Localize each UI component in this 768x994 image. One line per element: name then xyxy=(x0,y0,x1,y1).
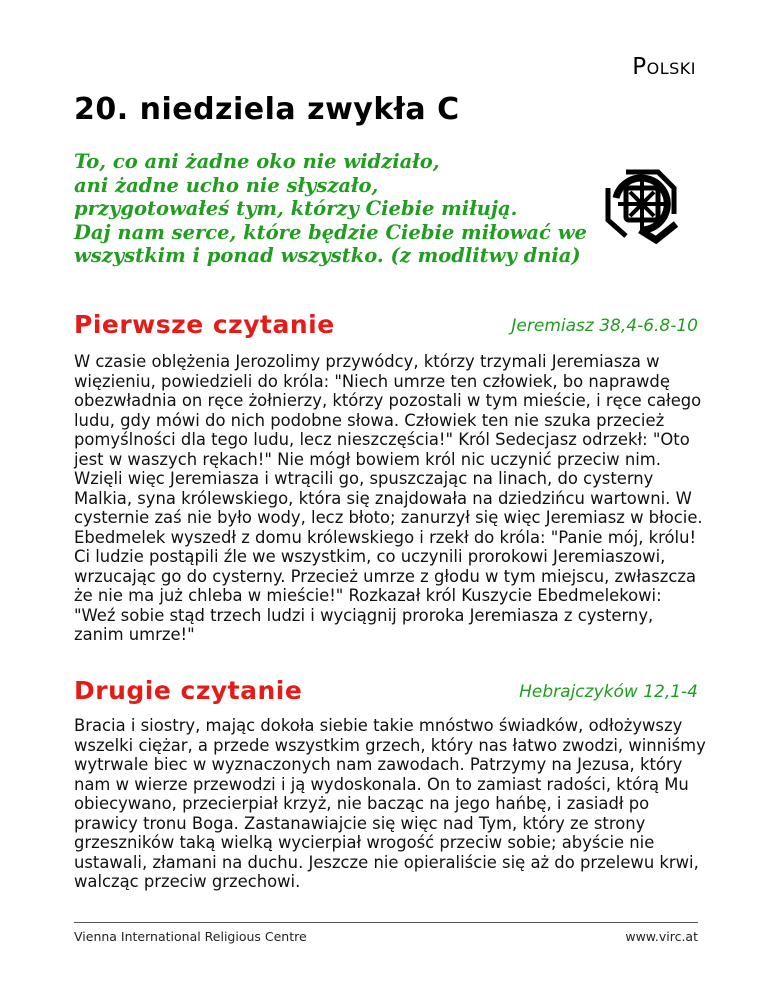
language-label: Polski xyxy=(632,54,696,80)
reading1-reference: Jeremiasz 38,4-6.8-10 xyxy=(511,316,698,336)
reading2-heading: Drugie czytanie xyxy=(74,676,303,705)
prayer-line: przygotowałeś tym, którzy Ciebie miłują. xyxy=(74,197,518,220)
footer-website-link[interactable]: www.virc.at xyxy=(625,929,698,944)
prayer-line: Daj nam serce, które będzie Ciebie miłować we xyxy=(74,220,587,244)
reading1-text: W czasie oblężenia Jerozolimy przywódcy, którzy trzymali Jeremiasza w więzieniu, powiedzieli do króla: "Niech umrze ten człowiek, bo naprawdę obezwładnia on ręce żołnierzy, którzy pozostali w tym mieście, i ręce całego ludu, gdy mówi do nich podobne słowa. Człowiek ten nie szuka przecież pomyślności dla tego ludu, lecz nieszczęścia!" Król Sedecjasz odrzekł: "Oto jest w waszych rękach!" Nie mógł bowiem król nic uczynić przeciw nim. Wzięli więc Jeremiasza i wtrącili go, spuszczając na linach, do cysterny Malkia, syna królewskiego, która się znajdowała na dziedzińcu wartowni. W cysternie zaś nie było wody, lecz błoto; zanurzył się więc Jeremiasz w błocie. Ebedmelek wyszedł z domu królewskiego i rzekł do króla: "Panie mój, królu! Ci ludzie postąpili źle we wszystkim, co uczynili prorokowi Jeremiaszowi, wrzucając go do cysterny. Przecież umrze z głodu w tym miejscu, zwłaszcza że nie ma już chleba w mieście!" Rozkazał król Kuszycie Ebedmelekowi: "Weź sobie stąd trzech ludzi i wyciągnij proroka Jeremiasza z cysterny, zanim umrze!" xyxy=(74,352,703,644)
reading1-heading: Pierwsze czytanie xyxy=(74,310,335,339)
prayer-line: To, co ani żadne oko nie widziało, xyxy=(74,150,440,173)
prayer-line: wszystkim i ponad wszystko. (z modlitwy dnia) xyxy=(74,244,581,267)
virc-emblem-icon xyxy=(596,158,688,250)
prayer-line: ani żadne ucho nie słyszało, xyxy=(74,173,379,197)
page-title: 20. niedziela zwykła C xyxy=(74,92,460,127)
reading2-reference: Hebrajczyków 12,1-4 xyxy=(519,682,698,702)
footer-divider xyxy=(74,922,698,923)
reading2-text: Bracia i siostry, mając dokoła siebie takie mnóstwo świadków, odłożywszy wszelki ciężar, a przede wszystkim grzech, który nas łatwo zwodzi, winniśmy wytrwale biec w wyznaczonych nam zawodach. Patrzymy na Jezusa, który nam w wierze przewodzi i ją wydoskonala. On to zamiast radości, którą Mu obiecywano, przecierpiał krzyż, nie bacząc na jego hańbę, i zasiadł po prawicy tronu Boga. Zastanawiajcie się więc nad Tym, który ze strony grzeszników taką wielką wycierpiał wrogość przeciw sobie; abyście nie ustawali, złamani na duchu. Jeszcze nie opieraliście się aż do przelewu krwi, walcząc przeciw grzechowi. xyxy=(74,716,706,891)
footer-organization: Vienna International Religious Centre xyxy=(74,929,307,944)
opening-prayer xyxy=(74,150,594,268)
